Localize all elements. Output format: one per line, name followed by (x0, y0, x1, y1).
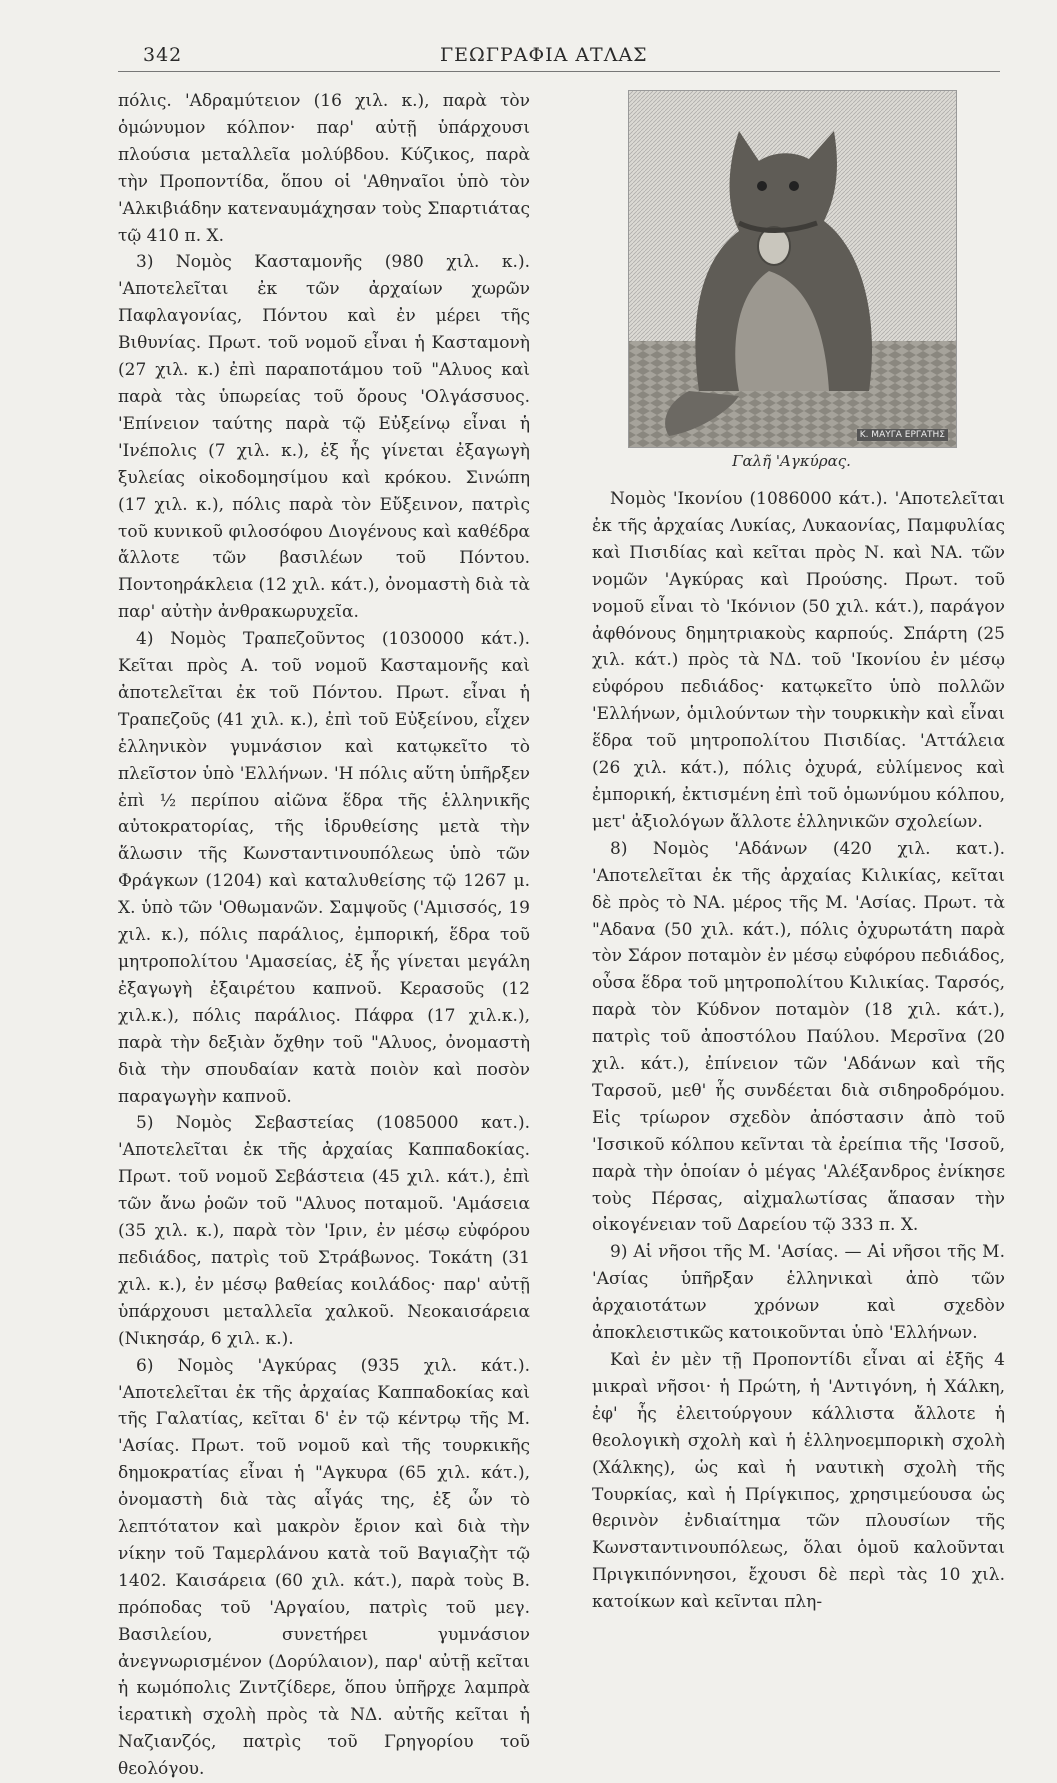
right-column (592, 486, 1005, 1616)
paragraph: Καὶ ἐν μὲν τῇ Προποντίδι εἶναι αἱ ἑξῆς 4 μικραὶ νῆσοι· ἡ Πρώτη, ἡ 'Αντιγόνη, ἡ Χάλκη, ἐφ' ἧς ἐλειτούργουν κάλλιστα ἄλλοτε ἡ θεολογικὴ σχολὴ καὶ ἡ ἑλληνοεμπορικὴ σχολὴ (Χάλκης), ὡς καὶ ἡ ναυτικὴ σχολὴ τῆς Τουρκίας, καὶ ἡ Πρίγκιπος, χρησιμεύουσα ὡς θερινὸν ἐνδιαίτημα τῶν πλουσίων τῆς Κωνσταντινουπόλεως, ὅλαι ὁμοῦ καλοῦνται Πριγκιπόννησοι, ἔχουσι δὲ περὶ τὰς 10 χιλ. κατοίκων καὶ κεῖνται πλη- (592, 1350, 1005, 1613)
paragraph: 9) Αἱ νῆσοι τῆς Μ. 'Ασίας. — Αἱ νῆσοι τῆς Μ. 'Ασίας ὑπῆρξαν ἑλληνικαὶ ἀπὸ τῶν ἀρχαιοτάτων χρόνων καὶ σχεδὸν ἀποκλειστικῶς κατοικοῦνται ὑπὸ 'Ελλήνων. (592, 1242, 1005, 1344)
engraver-signature: Κ. ΜΑΥΓΑ ΕΡΓΑΤΗΣ (857, 429, 948, 441)
header-rule (118, 71, 1000, 72)
paragraph: 4) Νομὸς Τραπεζοῦντος (1030000 κάτ.). Κεῖται πρὸς Α. τοῦ νομοῦ Κασταμονῆς καὶ ἀποτελεῖται ἐκ τοῦ Πόντου. Πρωτ. εἶναι ἡ Τραπεζοῦς (41 χιλ. κ.), ἐπὶ τοῦ Εὐξείνου, εἶχεν ἑλληνικὸν γυμνάσιον καὶ κατῳκεῖτο τὸ πλεῖστον ὑπὸ 'Ελλήνων. 'Η πόλις αὕτη ὑπῆρξεν ἐπὶ ½ περίπου αἰῶνα ἕδρα τῆς ἑλληνικῆς αὐτοκρατορίας, τῆς ἱδρυθείσης μετὰ τὴν ἅλωσιν τῆς Κωνσταντινουπόλεως ὑπὸ τῶν Φράγκων (1204) καὶ καταλυθείσης τῷ 1267 μ. Χ. ὑπὸ τῶν 'Οθωμανῶν. Σαμψοῦς ('Αμισσός, 19 χιλ. κ.), πόλις παράλιος, ἐμπορική, ἕδρα τοῦ μητροπολίτου 'Αμασείας, ἐξ ἧς γίνεται μεγάλη ἐξαγωγὴ ἐξαιρέτου καπνοῦ. Κερασοῦς (12 χιλ.κ.), πόλις παράλιος. Πάφρα (17 χιλ.κ.), παρὰ τὴν δεξιὰν ὄχθην τοῦ "Αλυος, ὀνομαστὴ διὰ τὴν σπουδαίαν κατὰ ποιὸν καὶ ποσὸν παραγωγὴν καπνοῦ. (118, 629, 530, 1107)
paragraph: 8) Νομὸς 'Αδάνων (420 χιλ. κατ.). 'Αποτελεῖται ἐκ τῆς ἀρχαίας Κιλικίας, κεῖται δὲ πρὸς τὸ ΝΑ. μέρος τῆς Μ. 'Ασίας. Πρωτ. τὰ "Αδανα (50 χιλ. κάτ.), πόλις ὀχυρωτάτη παρὰ τὸν Σάρον ποταμὸν ἐν μέσῳ εὐφόρου πεδιάδος, οὖσα ἕδρα τοῦ μητροπολίτου Κιλικίας. Ταρσός, παρὰ τὸν Κύδνον ποταμὸν (18 χιλ. κάτ.), πατρὶς τοῦ ἀποστόλου Παύλου. Μερσῖνα (20 χιλ. κάτ.), ἐπίνειον τῶν 'Αδάνων καὶ τῆς Ταρσοῦ, μεθ' ἧς συνδέεται διὰ σιδηροδρόμου. Εἰς τρίωρον σχεδὸν ἀπόστασιν ἀπὸ τοῦ 'Ισσικοῦ κόλπου κεῖνται τὰ ἐρείπια τῆς 'Ισσοῦ, παρὰ τὴν ὁποίαν ὁ μέγας 'Αλέξανδρος ἐνίκησε τοὺς Πέρσας, αἰχμαλωτίσας ἅπασαν τὴν οἰκογένειαν τοῦ Δαρείου τῷ 333 π. Χ. (592, 838, 1005, 1236)
left-column (118, 88, 530, 1783)
paragraph: 3) Νομὸς Κασταμονῆς (980 χιλ. κ.). 'Αποτελεῖται ἐκ τῶν ἀρχαίων χωρῶν Παφλαγονίας, Πόντου καὶ ἐν μέρει τῆς Βιθυνίας. Πρωτ. τοῦ νομοῦ εἶναι ἡ Κασταμονὴ (27 χιλ. κ.) ἐπὶ παραποτάμου τοῦ "Αλυος καὶ παρὰ τὰς ὑπωρείας τοῦ ὄρους 'Ολγάσσυος. 'Επίνειον ταύτης παρὰ τῷ Εὐξείνῳ εἶναι ἡ 'Ινέπολις (7 χιλ. κ.), ἐξ ἧς γίνεται ἐξαγωγὴ ξυλείας οἰκοδομησίμου καὶ κρόκου. Σινώπη (17 χιλ. κ.), πόλις παρὰ τὸν Εὔξεινον, πατρὶς τοῦ κυνικοῦ φιλοσόφου Διογένους καὶ καθέδρα ἄλλοτε τῶν βασιλέων τοῦ Πόντου. Ποντοηράκλεια (12 χιλ. κάτ.), ὀνομαστὴ διὰ τὰ παρ' αὐτὴν ἀνθρακωρυχεῖα. (118, 252, 530, 623)
paragraph: 6) Νομὸς 'Αγκύρας (935 χιλ. κάτ.). 'Αποτελεῖται ἐκ τῆς ἀρχαίας Καππαδοκίας καὶ τῆς Γαλατίας, κεῖται δ' ἐν τῷ κέντρῳ τῆς Μ. 'Ασίας. Πρωτ. τοῦ νομοῦ καὶ τῆς τουρκικῆς δημοκρατίας εἶναι ἡ "Αγκυρα (65 χιλ. κάτ.), ὀνομαστὴ διὰ τὰς αἶγάς της, ἐξ ὧν τὸ λεπτότατον καὶ μακρὸν ἔριον καὶ διὰ τὴν νίκην τοῦ Ταμερλάνου κατὰ τοῦ Βαγιαζὴτ τῷ 1402. Καισάρεια (60 χιλ. κάτ.), παρὰ τοὺς Β. πρόποδας τοῦ 'Αργαίου, πατρὶς τοῦ μεγ. Βασιλείου, συνετήρει γυμνάσιον ἀνεγνωρισμένον (Δορύλαιον), παρ' αὐτῇ κεῖται ἡ κωμόπολις Ζιντζίδερε, ὅπου ὑπῆρχε λαμπρὰ ἱερατικὴ σχολὴ πρὸς τὰ ΝΔ. αὐτῆς κεῖται ἡ Ναζιανζός, πατρὶς τοῦ Γρηγορίου τοῦ θεολόγου. (118, 1355, 530, 1780)
paragraph: πόλις. 'Αδραμύτειον (16 χιλ. κ.), παρὰ τὸν ὁμώνυμον κόλπον· παρ' αὐτῇ ὑπάρχουσι πλούσια μεταλλεῖα μολύβδου. Κύζικος, παρὰ τὴν Προποντίδα, ὅπου οἱ 'Αθηναῖοι ὑπὸ τὸν 'Αλκιβιάδην κατεναυμάχησαν τοὺς Σπαρτιάτας τῷ 410 π. Χ. (118, 91, 530, 246)
cat-engraving-icon (629, 91, 956, 447)
figure-caption: Γαλῆ 'Αγκύρας. (732, 452, 851, 470)
paragraph: Νομὸς 'Ικονίου (1086000 κάτ.). 'Αποτελεῖται ἐκ τῆς ἀρχαίας Λυκίας, Λυκαονίας, Παμφυλίας καὶ Πισιδίας καὶ κεῖται πρὸς Ν. καὶ ΝΑ. τῶν νομῶν 'Αγκύρας καὶ Προύσης. Πρωτ. τοῦ νομοῦ εἶναι τὸ 'Ικόνιον (50 χιλ. κάτ.), παράγον ἀφθόνους δημητριακοὺς καρπούς. Σπάρτη (25 χιλ. κάτ.) πρὸς τὰ ΝΔ. τοῦ 'Ικονίου ἐν μέσῳ εὐφόρου πεδιάδος· κατῳκεῖτο ὑπὸ πολλῶν 'Ελλήνων, ὁμιλούντων τὴν τουρκικὴν καὶ εἶναι ἕδρα τοῦ μητροπολίτου Πισιδίας. 'Αττάλεια (26 χιλ. κάτ.), πόλις ὀχυρά, εὐλίμενος καὶ ἐμπορική, ἐκτισμένη ἐπὶ τοῦ ὁμωνύμου κόλπου, μετ' ἀξιολόγων ἄλλοτε ἑλληνικῶν σχολείων. (592, 489, 1005, 832)
page-number: 342 (143, 44, 183, 66)
cat-illustration (628, 90, 957, 448)
paragraph: 5) Νομὸς Σεβαστείας (1085000 κατ.). 'Αποτελεῖται ἐκ τῆς ἀρχαίας Καππαδοκίας. Πρωτ. τοῦ νομοῦ Σεβάστεια (45 χιλ. κάτ.), ἐπὶ τῶν ἄνω ῥοῶν τοῦ "Αλυος ποταμοῦ. 'Αμάσεια (35 χιλ. κ.), παρὰ τὸν 'Ιριν, ἐν μέσῳ εὐφόρου πεδιάδος, πατρὶς τοῦ Στράβωνος. Τοκάτη (31 χιλ. κ.), ἐν μέσῳ βαθείας κοιλάδος· παρ' αὐτῇ ὑπάρχουσι μεταλλεῖα χαλκοῦ. Νεοκαισάρεια (Νικησάρ, 6 χιλ. κ.). (118, 1113, 530, 1349)
running-head: ΓΕΩΓΡΑΦΙΑ ΑΤΛΑΣ (440, 44, 648, 66)
